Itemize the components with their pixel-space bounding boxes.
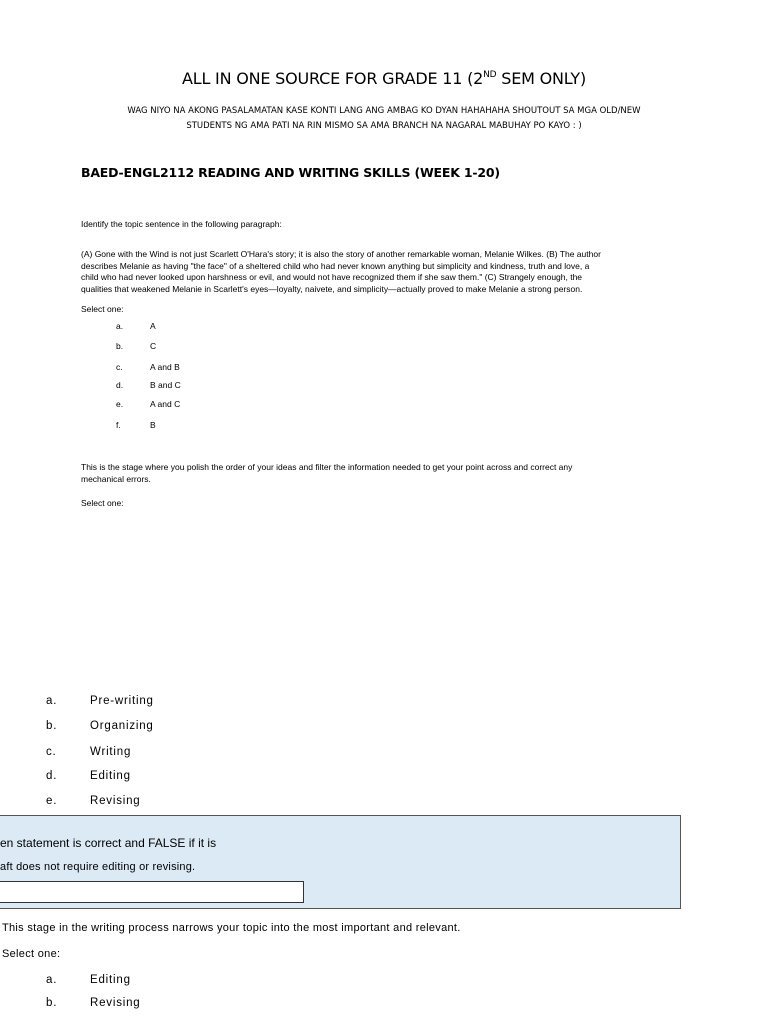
q4-prompt: This stage in the writing process narrows your topic into the most important and relevant.	[2, 922, 461, 934]
q2-option-text[interactable]: Organizing	[90, 720, 154, 732]
q4-option-text[interactable]: Revising	[90, 997, 141, 1009]
q2-option-text[interactable]: Writing	[90, 746, 132, 758]
q1-option-text[interactable]: A	[150, 321, 156, 331]
page-title: ALL IN ONE SOURCE FOR GRADE 11 (2ND SEM ONLY)	[181, 69, 587, 88]
q2-option-letter: d.	[46, 770, 58, 782]
subtitle-line-1: WAG NIYO NA AKONG PASALAMATAN KASE KONTI LANG ANG AMBAG KO DYAN HAHAHAHA SHOUTOUT SA MGA OLD/NEW	[127, 106, 641, 116]
q1-option-letter: b.	[116, 341, 124, 351]
tf-statement: aft does not require editing or revising.	[0, 861, 196, 873]
tf-answer-input[interactable]	[0, 881, 304, 903]
subtitle-line-2: STUDENTS NG AMA PATI NA RIN MISMO SA AMA BRANCH NA NAGARAL MABUHAY PO KAYO : )	[186, 121, 582, 131]
q1-select-label: Select one:	[81, 304, 124, 314]
q2-option-text[interactable]: Revising	[90, 795, 141, 807]
q2-select-label: Select one:	[81, 498, 124, 508]
q1-option-text[interactable]: B and C	[150, 380, 181, 390]
q2-prompt	[81, 462, 681, 485]
title-superscript: ND	[483, 70, 497, 80]
q1-option-text[interactable]: C	[150, 341, 157, 351]
course-heading: BAED-ENGL2112 READING AND WRITING SKILLS (WEEK 1-20)	[81, 165, 500, 180]
q1-paragraph	[81, 249, 711, 295]
q2-option-letter: e.	[46, 795, 58, 807]
q4-select-label: Select one:	[2, 948, 61, 960]
tf-instruction: en statement is correct and FALSE if it is	[0, 836, 217, 850]
q2-option-letter: c.	[46, 746, 57, 758]
q4-option-letter: b.	[46, 997, 58, 1009]
q1-paragraph-line: qualities that weakened Melanie in Scarlett's eyes—loyalty, naivete, and simplicity—actually proved to make Melanie a strong person.	[81, 283, 583, 294]
q2-prompt-line: This is the stage where you polish the order of your ideas and filter the information needed to get your point across and correct any	[81, 462, 573, 472]
q1-prompt: Identify the topic sentence in the following paragraph:	[81, 219, 282, 229]
q1-option-text[interactable]: B	[150, 420, 156, 430]
q4-option-letter: a.	[46, 974, 58, 986]
page-subtitle	[60, 104, 708, 134]
q1-option-letter: a.	[116, 321, 124, 331]
q2-option-text[interactable]: Pre-writing	[90, 695, 154, 707]
q1-option-letter: d.	[116, 380, 124, 390]
q1-paragraph-line: (A) Gone with the Wind is not just Scarlett O'Hara's story; it is also the story of another remarkable woman, Melanie Wilkes. (B) The author	[81, 249, 601, 259]
q1-paragraph-line: describes Melanie as having "the face" of a sheltered child who had never known anything but simplicity and kindness, truth and love, a	[81, 260, 590, 271]
q1-option-letter: c.	[116, 362, 123, 372]
q2-option-letter: a.	[46, 695, 58, 707]
q2-prompt-line: mechanical errors.	[81, 473, 151, 484]
q1-option-letter: e.	[116, 399, 124, 409]
q2-option-text[interactable]: Editing	[90, 770, 131, 782]
q1-option-letter: f.	[116, 420, 121, 430]
q1-option-text[interactable]: A and C	[150, 399, 181, 409]
q2-option-letter: b.	[46, 720, 58, 732]
q4-option-text[interactable]: Editing	[90, 974, 131, 986]
q1-paragraph-line: child who had never looked upon harshness or evil, and would not have recognized them if she saw them." (C) Strangely enough, the	[81, 272, 583, 282]
q1-option-text[interactable]: A and B	[150, 362, 180, 372]
